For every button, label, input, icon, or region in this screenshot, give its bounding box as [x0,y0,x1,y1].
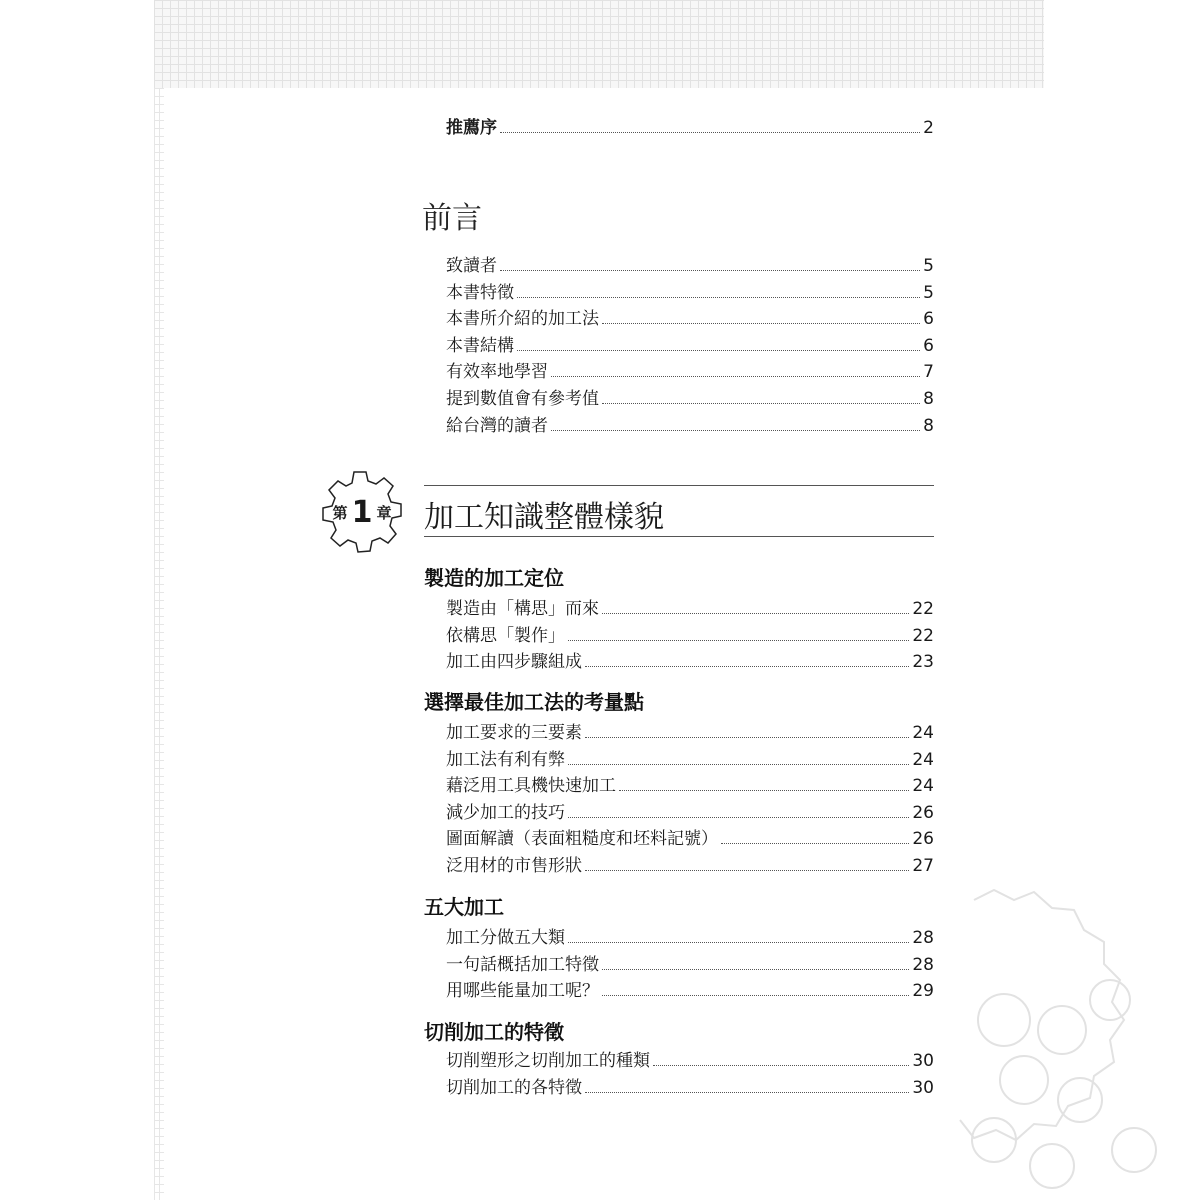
chapter-rule-top [424,485,934,486]
toc-entry[interactable] [446,949,934,975]
toc-entry-page: 5 [923,256,934,276]
toc-entry-label: 切削加工的各特徵 [446,1078,582,1098]
toc-entry-page: 26 [912,829,934,849]
chapter-prefix: 第 [332,503,348,522]
chapter-rule-bottom [424,536,934,537]
toc-entry-label: 切削塑形之切削加工的種類 [446,1051,650,1071]
toc-entry-page: 23 [912,652,934,672]
toc-entry[interactable] [446,620,934,646]
toc-entry[interactable] [446,356,934,382]
toc-entry-page: 28 [912,928,934,948]
toc-entry[interactable] [446,717,934,743]
toc-entry[interactable] [446,1072,934,1098]
toc-entry-page: 2 [923,118,934,138]
toc-entry-label: 加工要求的三要素 [446,723,582,743]
dot-leader [585,870,909,871]
toc-entry-page: 26 [912,803,934,823]
toc-entry-page: 29 [912,981,934,1001]
toc-entry-page: 8 [923,416,934,436]
dot-leader [602,403,920,404]
toc-entry-label: 有效率地學習 [446,362,548,382]
preface-heading: 前言 [422,201,482,236]
toc-entry-page: 22 [912,599,934,619]
decorative-gears-icon [934,880,1198,1200]
chapter-suffix: 章 [376,503,392,522]
toc-entry-label: 推薦序 [446,118,497,138]
dot-leader [585,666,909,667]
dot-leader [568,942,909,943]
dot-leader [517,350,920,351]
grid-left-margin [154,88,164,1200]
dot-leader [500,270,920,271]
toc-entry-label: 製造由「構思」而來 [446,599,599,619]
toc-entry-page: 7 [923,362,934,382]
toc-entry-page: 24 [912,750,934,770]
chapter-number: 1 [351,494,373,530]
toc-entry[interactable] [446,410,934,436]
toc-entry-label: 加工法有利有弊 [446,750,565,770]
dot-leader [602,969,909,970]
grid-header-band [154,0,1044,88]
dot-leader [551,376,920,377]
toc-entry-label: 依構思「製作」 [446,626,565,646]
toc-entry-label: 用哪些能量加工呢？ [446,981,599,1001]
toc-entry-label: 圖面解讀（表面粗糙度和坯料記號） [446,829,718,849]
dot-leader [602,323,920,324]
dot-leader [568,640,909,641]
toc-entry[interactable] [446,277,934,303]
toc-entry-label: 泛用材的市售形狀 [446,856,582,876]
toc-entry[interactable] [446,646,934,672]
toc-entry-page: 30 [912,1078,934,1098]
chapter-title: 加工知識整體樣貌 [424,500,664,535]
toc-entry[interactable] [446,922,934,948]
dot-leader [585,737,909,738]
toc-entry-page: 28 [912,955,934,975]
toc-entry[interactable] [446,850,934,876]
toc-entry-label: 提到數值會有參考值 [446,389,599,409]
toc-entry-label: 本書結構 [446,336,514,356]
dot-leader [568,817,909,818]
toc-entry[interactable] [446,1045,934,1071]
dot-leader [602,995,909,996]
toc-entry-page: 8 [923,389,934,409]
section-heading: 切削加工的特徵 [424,1020,564,1044]
toc-entry-label: 本書特徵 [446,283,514,303]
dot-leader [585,1092,909,1093]
toc-entry[interactable] [446,593,934,619]
toc-entry[interactable] [446,330,934,356]
dot-leader [500,132,920,133]
toc-entry-label: 減少加工的技巧 [446,803,565,823]
toc-entry[interactable] [446,770,934,796]
dot-leader [551,430,920,431]
toc-entry-page: 27 [912,856,934,876]
dot-leader [619,790,909,791]
toc-entry-label: 加工分做五大類 [446,928,565,948]
section-heading: 製造的加工定位 [424,566,564,590]
section-heading: 選擇最佳加工法的考量點 [424,690,644,714]
toc-entry-label: 本書所介紹的加工法 [446,309,599,329]
toc-entry-page: 30 [912,1051,934,1071]
chapter-badge [310,460,414,564]
toc-entry[interactable] [446,250,934,276]
dot-leader [721,843,909,844]
toc-entry-label: 致讀者 [446,256,497,276]
toc-entry-label: 藉泛用工具機快速加工 [446,776,616,796]
toc-entry[interactable] [446,744,934,770]
toc-entry[interactable] [446,823,934,849]
dot-leader [517,297,920,298]
toc-entry-page: 6 [923,309,934,329]
toc-entry-page: 22 [912,626,934,646]
dot-leader [568,764,909,765]
toc-entry-page: 24 [912,723,934,743]
toc-entry[interactable] [446,797,934,823]
toc-entry-label: 一句話概括加工特徵 [446,955,599,975]
toc-entry-page: 5 [923,283,934,303]
toc-entry[interactable] [446,975,934,1001]
toc-entry-label: 加工由四步驟組成 [446,652,582,672]
toc-entry-page: 6 [923,336,934,356]
toc-entry-label: 給台灣的讀者 [446,416,548,436]
dot-leader [653,1065,909,1066]
toc-entry[interactable] [446,303,934,329]
dot-leader [602,613,909,614]
toc-entry[interactable] [446,383,934,409]
toc-entry-recommend[interactable] [446,112,934,138]
section-heading: 五大加工 [424,895,504,919]
toc-entry-page: 24 [912,776,934,796]
